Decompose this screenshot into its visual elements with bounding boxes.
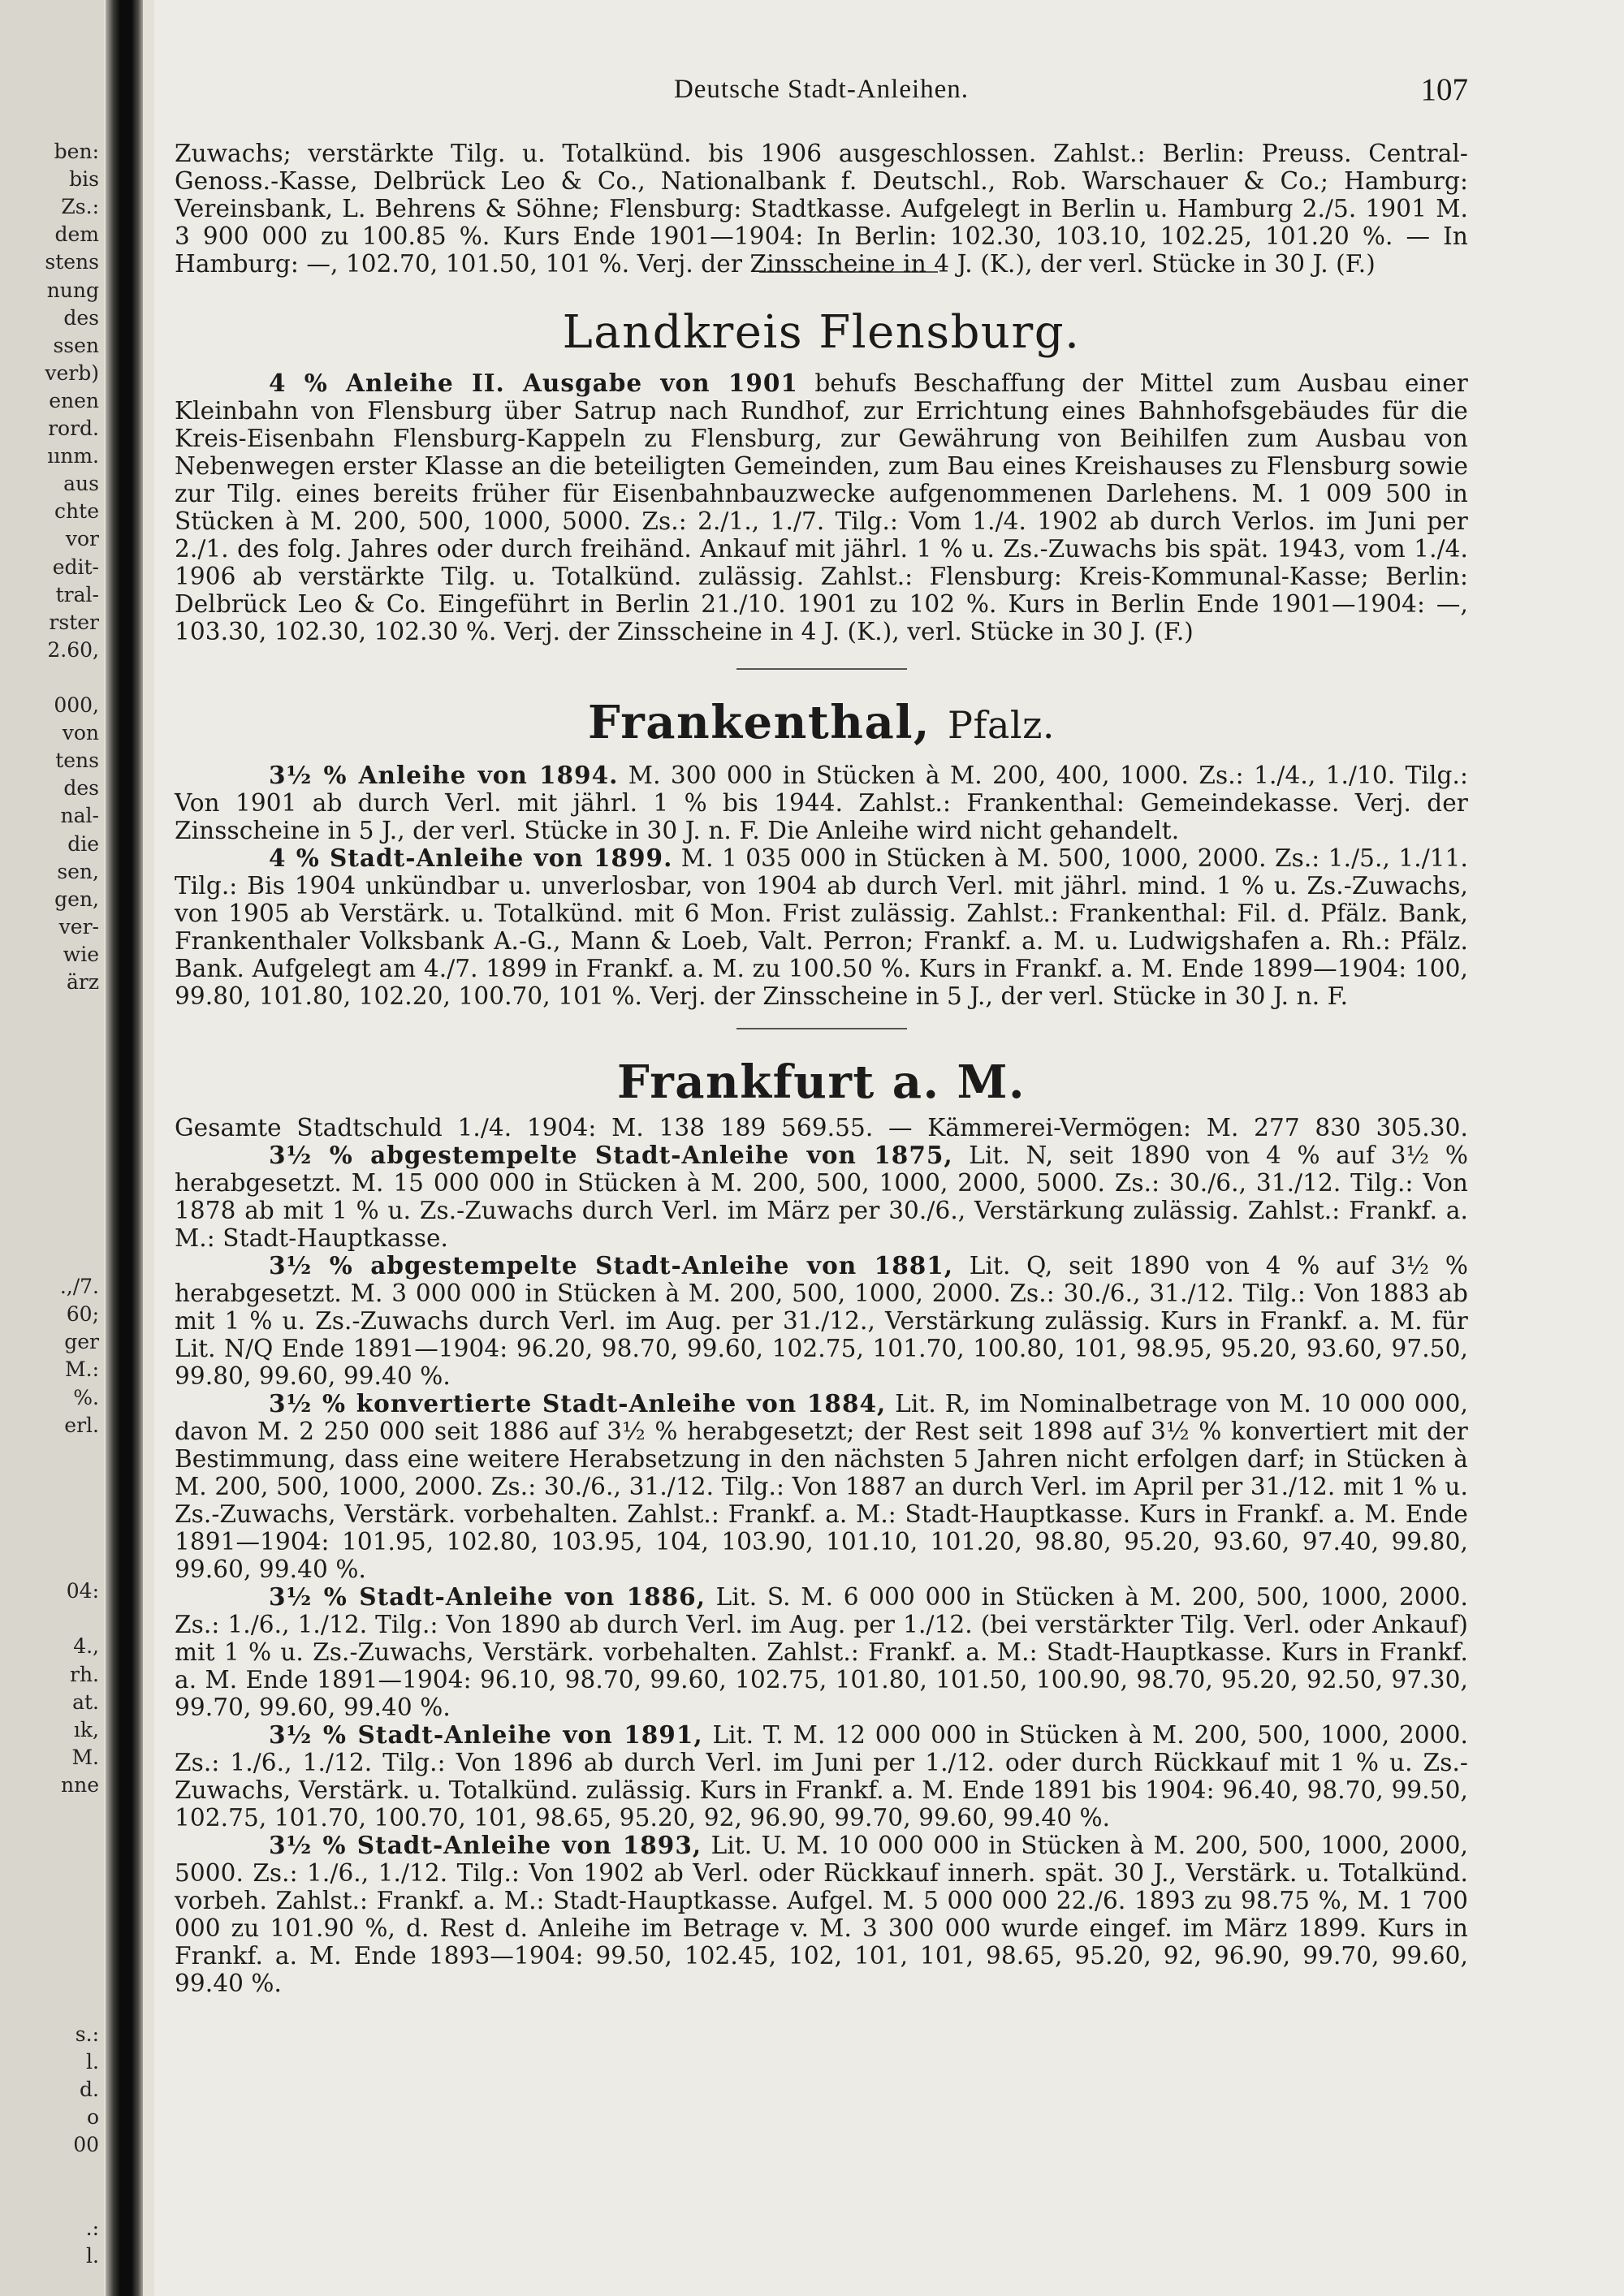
margin-fragment: ssen xyxy=(53,333,99,357)
margin-fragment: nal- xyxy=(60,804,99,828)
bond-details: Lit. U. M. 10 000 000 in Stücken à M. 200, 500, 1000, 2000, 5000. Zs.: 1./6., 1./12. Tilg.: Von 1902 ab Verl. oder Rückkauf innerh. spät. 30 J., Verstärk. u. Totalkünd. vorbeh. Zahlst.: Frankf. a. M.: Stadt-Hauptkasse. Aufgel. M. 5 000 000 22./6. 1893 zu 98.75 %, M. 1 700 000 zu 101.90 %, d. Rest d. Anleihe im Betrage v. M. 3 300 000 wurde eingef. im März 1899. Kurs in Frankf. a. M. Ende 1893—1904: 99.50, 102.45, 102, 101, 101, 98.65, 95.20, 92, 96.90, 99.70, 99.60, 99.40 %. xyxy=(175,1832,1469,1997)
bond-details: Lit. N, seit 1890 von 4 % auf 3½ % herabgesetzt. M. 15 000 000 in Stücken à M. 200, 500, 1000, 2000, 5000. Zs.: 30./6., 31./12. Tilg.: Von 1878 ab mit 1 % u. Zs.-Zuwachs durch Verl. im März per 30./6., Verstärkung zulässig. Zahlst.: Frankf. a. M.: Stadt-Hauptkasse. xyxy=(175,1142,1468,1252)
margin-fragment: aus xyxy=(63,472,99,496)
bond-entry xyxy=(175,1142,1468,1252)
bond-heading: 3½ % abgestempelte Stadt-Anleihe von 1881, xyxy=(269,1251,954,1280)
margin-fragment: ärz xyxy=(66,970,99,994)
bond-heading: 4 % Stadt-Anleihe von 1899. xyxy=(269,844,673,872)
margin-fragment: wie xyxy=(63,942,99,966)
margin-fragment: ver- xyxy=(58,914,99,939)
bond-details: Lit. T. M. 12 000 000 in Stücken à M. 200, 500, 1000, 2000. Zs.: 1./6., 1./12. Tilg.: Von 1896 ab durch Verl. im Juni per 1./12. oder durch Rückkauf mit 1 % u. Zs.-Zuwachs, Verstärk. u. Totalkünd. zulässig. Kurs in Frankf. a. M. Ende 1891 bis 1904: 96.40, 98.70, 99.50, 102.75, 101.70, 100.70, 101, 98.65, 95.20, 92, 96.90, 99.70, 99.60, 99.40 %. xyxy=(175,1721,1469,1832)
bond-details: behufs Beschaffung der Mittel zum Ausbau einer Kleinbahn von Flensburg über Satrup nach Rundhof, zur Errichtung eines Bahnhofsgebäudes für die Kreis-Eisenbahn Flensburg-Kappeln zu Flensburg, zur Gewährung von Beihilfen zum Ausbau von Nebenwegen erster Klasse an die beteiligten Gemeinden, zum Bau eines Kreishauses zu Flensburg sowie zur Tilg. eines bereits früher für Eisenbahnbauzwecke aufgenommenen Darlehens. M. 1 009 500 in Stücken à M. 200, 500, 1000, 5000. Zs.: 2./1., 1./7. Tilg.: Vom 1./4. 1902 ab durch Verlos. im Juni per 2./1. des folg. Jahres oder durch freihänd. Ankauf mit jährl. 1 % u. Zs.-Zuwachs bis spät. 1943, vom 1./4. 1906 ab verstärkte Tilg. u. Totalkünd. zulässig. Zahlst.: Flensburg: Kreis-Kommunal-Kasse; Berlin: Delbrück Leo & Co. Eingeführt in Berlin 21./10. 1901 zu 102 %. Kurs in Berlin Ende 1901—1904: —, 103.30, 102.30, 102.30 %. Verj. der Zinsscheine in 4 J. (K.), verl. Stücke in 30 J. (F.) xyxy=(175,369,1469,645)
section-frankenthal xyxy=(175,697,1468,1010)
bond-entry xyxy=(175,369,1468,645)
bond-heading: 3½ % abgestempelte Stadt-Anleihe von 1875, xyxy=(269,1141,953,1169)
bond-entry xyxy=(175,1252,1468,1390)
bond-details: M. 1 035 000 in Stücken à M. 500, 1000, 2000. Zs.: 1./5., 1./11. Tilg.: Bis 1904 unkündbar u. unverlosbar, von 1904 ab durch Verl. mit jährl. mind. 1 % u. Zs.-Zuwachs, von 1905 ab Verstärk. u. Totalkünd. mit 6 Mon. Frist zulässig. Zahlst.: Frankenthal: Fil. d. Pfälz. Bank, Frankenthaler Volksbank A.-G., Mann & Loeb, Valt. Perron; Frankf. a. M. u. Ludwigshafen a. Rh.: Pfälz. Bank. Aufgelegt am 4./7. 1899 in Frankf. a. M. zu 100.50 %. Kurs in Frankf. a. M. Ende 1899—1904: 100, 99.80, 101.80, 102.20, 100.70, 101 %. Verj. der Zinsscheine in 5 J., der verl. Stücke in 30 J. n. F. xyxy=(175,844,1468,1010)
margin-fragment: des xyxy=(63,305,99,330)
margin-fragment: stens xyxy=(45,250,99,274)
margin-fragment: vor xyxy=(65,527,99,551)
margin-fragment: 00 xyxy=(73,2133,99,2157)
margin-fragment: 2.60, xyxy=(47,637,99,662)
margin-fragment: ık, xyxy=(73,1717,99,1741)
paragraph: Zuwachs; verstärkte Tilg. u. Totalkünd. bis 1906 ausgeschlossen. Zahlst.: Berlin: Preuss. Central-Genoss.-Kasse, Delbrück Leo & Co., Nationalbank f. Deutschl., Rob. Warschauer & Co.; Hamburg: Vereinsbank, L. Behrens & Söhne; Flensburg: Stadtkasse. Aufgelegt in Berlin u. Hamburg 2./5. 1901 M. 3 900 000 zu 100.85 %. Kurs Ende 1901—1904: In Berlin: 102.30, 103.10, 102.25, 101.20 %. — In Hamburg: —, 102.70, 101.50, 101 %. Verj. der Zinsscheine in 4 J. (K.), der verl. Stücke in 30 J. (F.) xyxy=(175,140,1468,278)
margin-fragment: Zs.: xyxy=(61,195,99,219)
bond-entry xyxy=(175,1832,1468,1997)
margin-fragment: d. xyxy=(80,2078,99,2101)
bond-heading: 4 % Anleihe II. Ausgabe von 1901 xyxy=(269,369,798,397)
bond-entry xyxy=(175,1583,1468,1721)
margin-fragment: von xyxy=(62,721,99,745)
bond-details: M. 300 000 in Stücken à M. 200, 400, 1000. Zs.: 1./4., 1./10. Tilg.: Von 1901 ab durch Verl. mit jährl. 1 % bis 1944. Zahlst.: Frankenthal: Gemeindekasse. Verj. der Zinsscheine in 5 J., der verl. Stücke in 30 J. n. F. Die Anleihe wird nicht gehandelt. xyxy=(175,762,1468,844)
margin-fragment: ger xyxy=(64,1330,99,1354)
section-landkreis-flensburg xyxy=(175,307,1468,645)
margin-fragment: M. xyxy=(71,1745,99,1769)
margin-fragment: gen, xyxy=(54,887,99,911)
margin-fragment: nung xyxy=(46,278,99,302)
margin-fragment: rh. xyxy=(70,1662,99,1686)
bond-entry xyxy=(175,1721,1468,1832)
margin-fragment: nne xyxy=(61,1772,99,1797)
margin-fragment: .,/7. xyxy=(59,1275,99,1299)
section-title: Frankfurt a. M. xyxy=(616,1055,1026,1109)
margin-fragment: bis xyxy=(69,167,99,192)
page-body xyxy=(175,140,1468,1997)
bond-heading: 3½ % Anleihe von 1894. xyxy=(269,761,619,789)
book-gutter xyxy=(106,0,143,2296)
margin-fragment: rord. xyxy=(48,416,99,440)
margin-fragment: 60; xyxy=(66,1302,99,1327)
bond-heading: 3½ % Stadt-Anleihe von 1891, xyxy=(269,1720,703,1749)
margin-fragment: tens xyxy=(55,749,99,773)
margin-fragment: 04: xyxy=(66,1579,99,1603)
bond-entry xyxy=(175,762,1468,844)
bond-heading: 3½ % konvertierte Stadt-Anleihe von 1884, xyxy=(269,1389,887,1418)
bond-details: Lit. S. M. 6 000 000 in Stücken à M. 200, 500, 1000, 2000. Zs.: 1./6., 1./12. Tilg.: Von 1890 ab durch Verl. im Aug. per 1./12. (bei verstärkter Tilg. Verl. oder Ankauf) mit 1 % u. Zs.-Zuwachs, Verstärk. vorbehalten. Zahlst.: Frankf. a. M.: Stadt-Hauptkasse. Kurs in Frankf. a. M. Ende 1891—1904: 96.10, 98.70, 99.60, 102.75, 101.80, 101.50, 100.90, 98.70, 95.20, 92.50, 97.30, 99.70, 99.60, 99.40 %. xyxy=(175,1583,1468,1721)
margin-fragment: rster xyxy=(49,610,99,634)
margin-fragment: .: xyxy=(85,2216,99,2240)
section-title: Landkreis Flensburg. xyxy=(562,306,1081,359)
margin-fragment: verb) xyxy=(45,360,99,385)
margin-fragment: des xyxy=(63,776,99,801)
section-title: Frankenthal, Pfalz. xyxy=(587,696,1056,749)
margin-fragment: at. xyxy=(72,1690,99,1714)
bond-entry xyxy=(175,1390,1468,1583)
continuation-entry xyxy=(175,140,1468,278)
section-frankfurt xyxy=(175,1057,1468,1997)
margin-fragment: %. xyxy=(73,1385,99,1409)
bond-entry xyxy=(175,844,1468,1010)
bond-details: Lit. R, im Nominalbetrage von M. 10 000 000, davon M. 2 250 000 seit 1886 auf 3½ % herabgesetzt; der Rest seit 1898 auf 3½ % konvertiert mit der Bestimmung, dass eine weitere Herabsetzung in den nächsten 5 Jahren nicht erfolgen darf; in Stücken à M. 200, 500, 1000, 2000. Zs.: 30./6., 31./12. Tilg.: Von 1887 an durch Verl. im April per 31./12. mit 1 % u. Zs.-Zuwachs, Verstärk. vorbehalten. Zahlst.: Frankf. a. M.: Stadt-Hauptkasse. Kurs in Frankf. a. M. Ende 1891—1904: 101.95, 102.80, 103.95, 104, 103.90, 101.10, 101.20, 98.80, 95.20, 93.60, 97.40, 99.80, 99.60, 99.40 %. xyxy=(175,1390,1468,1583)
bond-heading: 3½ % Stadt-Anleihe von 1886, xyxy=(269,1582,706,1611)
margin-fragment: tral- xyxy=(55,582,99,606)
margin-fragment: 4., xyxy=(73,1634,99,1659)
margin-fragment: dem xyxy=(54,222,99,247)
margin-fragment: M.: xyxy=(65,1357,99,1382)
margin-fragment: sen, xyxy=(57,859,99,883)
margin-fragment: l. xyxy=(86,2049,99,2074)
margin-fragment: chte xyxy=(54,499,99,524)
margin-fragment: 000, xyxy=(54,693,99,717)
page xyxy=(154,0,1624,2296)
page-number: 107 xyxy=(1420,72,1468,107)
debt-summary: Gesamte Stadtschuld 1./4. 1904: M. 138 189 569.55. — Kämmerei-Vermögen: M. 277 830 305.30. xyxy=(175,1114,1468,1142)
margin-fragment: die xyxy=(67,831,99,856)
margin-fragment: erl. xyxy=(64,1413,99,1437)
bond-details: Lit. Q, seit 1890 von 4 % auf 3½ % herabgesetzt. M. 3 000 000 in Stücken à M. 200, 500, 1000, 2000. Zs.: 30./6., 31./12. Tilg.: Von 1883 ab mit 1 % u. Zs.-Zuwachs durch Verl. im Aug. per 31./12., Verstärkung zulässig. Kurs in Frankf. a. M. für Lit. N/Q Ende 1891—1904: 96.20, 98.70, 99.60, 102.75, 101.70, 100.80, 101, 98.95, 95.20, 93.60, 97.50, 99.80, 99.60, 99.40 %. xyxy=(175,1252,1468,1390)
margin-fragment: ben: xyxy=(54,140,99,163)
bond-heading: 3½ % Stadt-Anleihe von 1893, xyxy=(269,1831,702,1859)
margin-fragment: edit- xyxy=(52,555,99,579)
margin-fragment: ıınm. xyxy=(47,444,99,468)
previous-page-margin xyxy=(0,0,104,2296)
margin-fragment: enen xyxy=(49,388,99,412)
running-header xyxy=(175,72,1468,115)
margin-fragment: o xyxy=(86,2105,99,2130)
header-title: Deutsche Stadt-Anleihen. xyxy=(673,75,970,104)
margin-fragment: l. xyxy=(86,2243,99,2268)
margin-fragment: s.: xyxy=(75,2022,99,2046)
